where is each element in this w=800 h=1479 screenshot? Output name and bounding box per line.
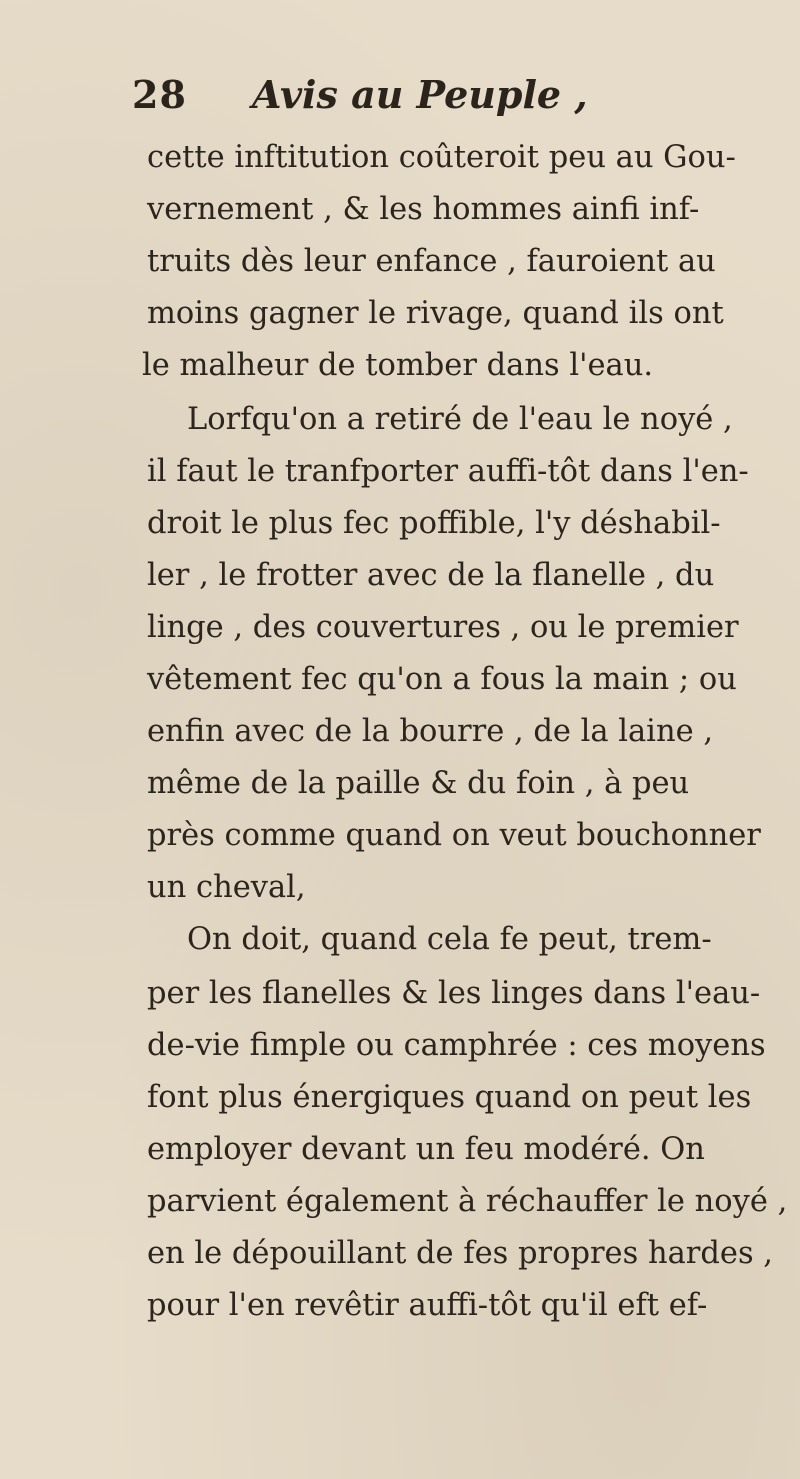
text-line: le malheur de tomber dans l'eau. [142, 348, 654, 383]
text-line: per les flanelles & les linges dans l'eau- [147, 976, 761, 1011]
page-number: 28 [132, 72, 187, 117]
text-line: un cheval, [147, 870, 306, 905]
text-line: parvient également à réchauffer le noyé , [147, 1184, 788, 1219]
text-line: en le dépouillant de fes propres hardes , [147, 1236, 773, 1271]
running-title: Avis au Peuple , [252, 72, 588, 117]
text-line: font plus énergiques quand on peut les [147, 1080, 752, 1115]
text-line: ler , le frotter avec de la flanelle , du [147, 558, 715, 593]
paragraph-start-line: On doit, quand cela fe peut, trem- [187, 922, 712, 957]
text-line: il faut le tranfporter auffi-tôt dans l'en- [147, 454, 749, 489]
text-line: près comme quand on veut bouchonner [147, 818, 761, 853]
text-line: même de la paille & du foin , à peu [147, 766, 690, 801]
text-line: linge , des couvertures , ou le premier [147, 610, 739, 645]
text-line: moins gagner le rivage, quand ils ont [147, 296, 724, 331]
paragraph-start-line: Lorfqu'on a retiré de l'eau le noyé , [187, 402, 733, 437]
text-line: cette inftitution coûteroit peu au Gou- [147, 140, 736, 175]
text-line: truits dès leur enfance , fauroient au [147, 244, 716, 279]
text-line: de-vie fimple ou camphrée : ces moyens [147, 1028, 766, 1063]
text-line: vernement , & les hommes ainfi inf- [147, 192, 700, 227]
text-line: employer devant un feu modéré. On [147, 1132, 705, 1167]
text-line: enfin avec de la bourre , de la laine , [147, 714, 714, 749]
text-line: vêtement fec qu'on a fous la main ; ou [147, 662, 737, 697]
text-line: pour l'en revêtir auffi-tôt qu'il eft ef- [147, 1288, 708, 1323]
page-header [132, 72, 732, 132]
text-line: droit le plus fec poffible, l'y déshabil- [147, 506, 721, 541]
